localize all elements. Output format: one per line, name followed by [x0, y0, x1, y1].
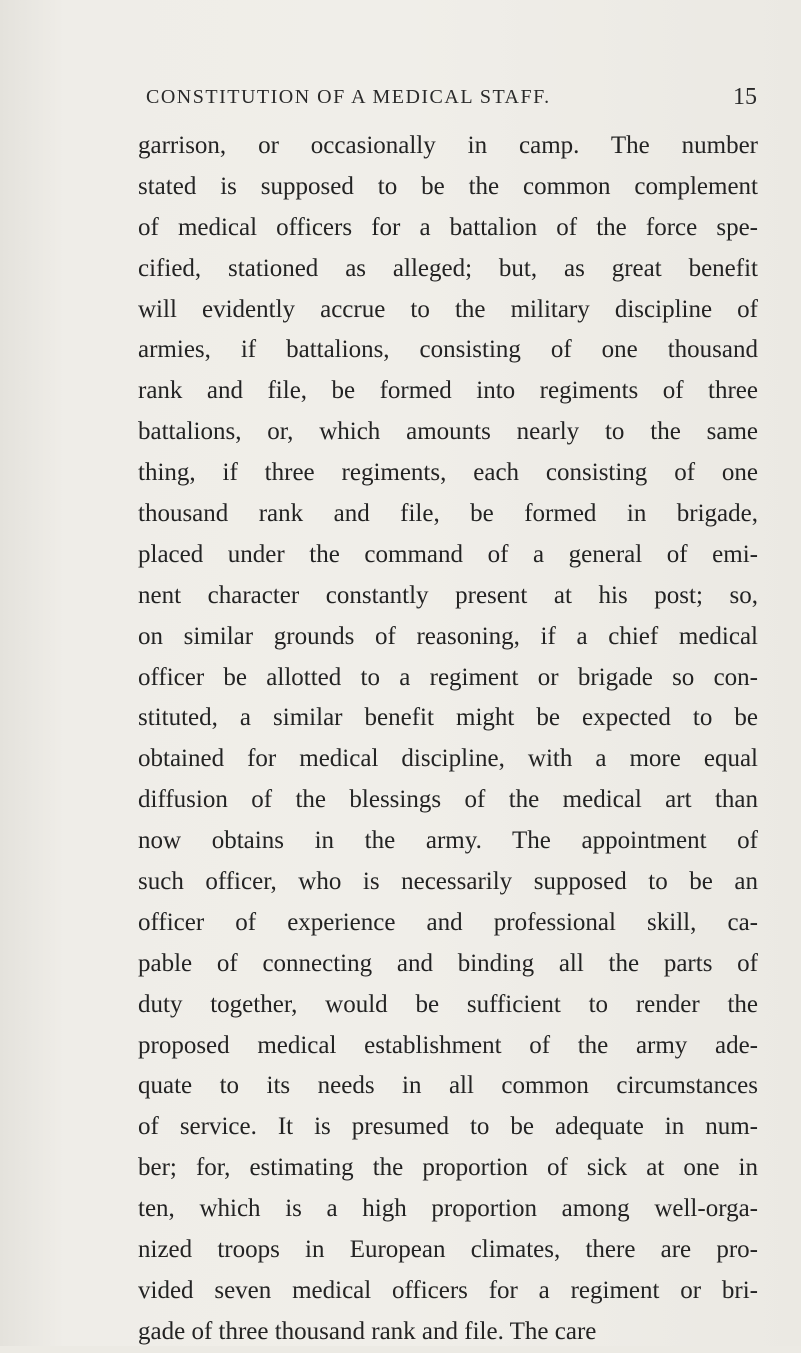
text-line: battalions, or, which amounts nearly to the same: [138, 418, 758, 446]
text-line: duty together, would be sufficient to render the: [138, 990, 758, 1018]
text-line: gade of three thousand rank and file. The care: [138, 1317, 597, 1345]
text-line: stated is supposed to be the common complement: [138, 172, 758, 200]
text-line: ber; for, estimating the proportion of sick at one in: [138, 1154, 758, 1182]
text-line: placed under the command of a general of emi-: [138, 540, 758, 568]
running-title: CONSTITUTION OF A MEDICAL STAFF.: [146, 86, 551, 108]
text-line: on similar grounds of reasoning, if a chief medical: [138, 622, 758, 650]
text-line: of medical officers for a battalion of the force spe-: [138, 213, 758, 241]
text-line: officer of experience and professional skill, ca-: [138, 908, 758, 936]
text-line: nized troops in European climates, there are pro-: [138, 1236, 758, 1264]
text-line: ten, which is a high proportion among well-orga-: [138, 1195, 758, 1223]
text-line: garrison, or occasionally in camp. The number: [138, 132, 758, 159]
text-line: proposed medical establishment of the army ade-: [138, 1031, 758, 1059]
text-line: stituted, a similar benefit might be expected to be: [138, 704, 758, 732]
text-line: diffusion of the blessings of the medical art than: [138, 786, 758, 814]
text-line: of service. It is presumed to be adequate in num-: [138, 1113, 758, 1141]
text-line: pable of connecting and binding all the parts of: [138, 949, 758, 977]
text-line: now obtains in the army. The appointment of: [138, 827, 758, 855]
text-line: quate to its needs in all common circumstances: [138, 1072, 758, 1100]
text-line: armies, if battalions, consisting of one thousand: [138, 336, 758, 364]
page-header: [0, 86, 801, 116]
text-line: such officer, who is necessarily supposed to be an: [138, 868, 758, 896]
text-line: cified, stationed as alleged; but, as great benefit: [138, 254, 758, 282]
text-line: obtained for medical discipline, with a more equal: [138, 745, 758, 773]
text-line: nent character constantly present at his post; so,: [138, 581, 758, 609]
text-line: officer be allotted to a regiment or brigade so con-: [138, 663, 758, 691]
text-line: vided seven medical officers for a regiment or bri-: [138, 1276, 758, 1304]
body-text: [138, 126, 758, 1353]
page-number: 15: [733, 84, 757, 110]
text-line: thousand rank and file, be formed in brigade,: [138, 500, 758, 528]
text-line: will evidently accrue to the military discipline of: [138, 295, 758, 323]
text-line: thing, if three regiments, each consisting of one: [138, 459, 758, 487]
text-line: rank and file, be formed into regiments of three: [138, 377, 758, 405]
